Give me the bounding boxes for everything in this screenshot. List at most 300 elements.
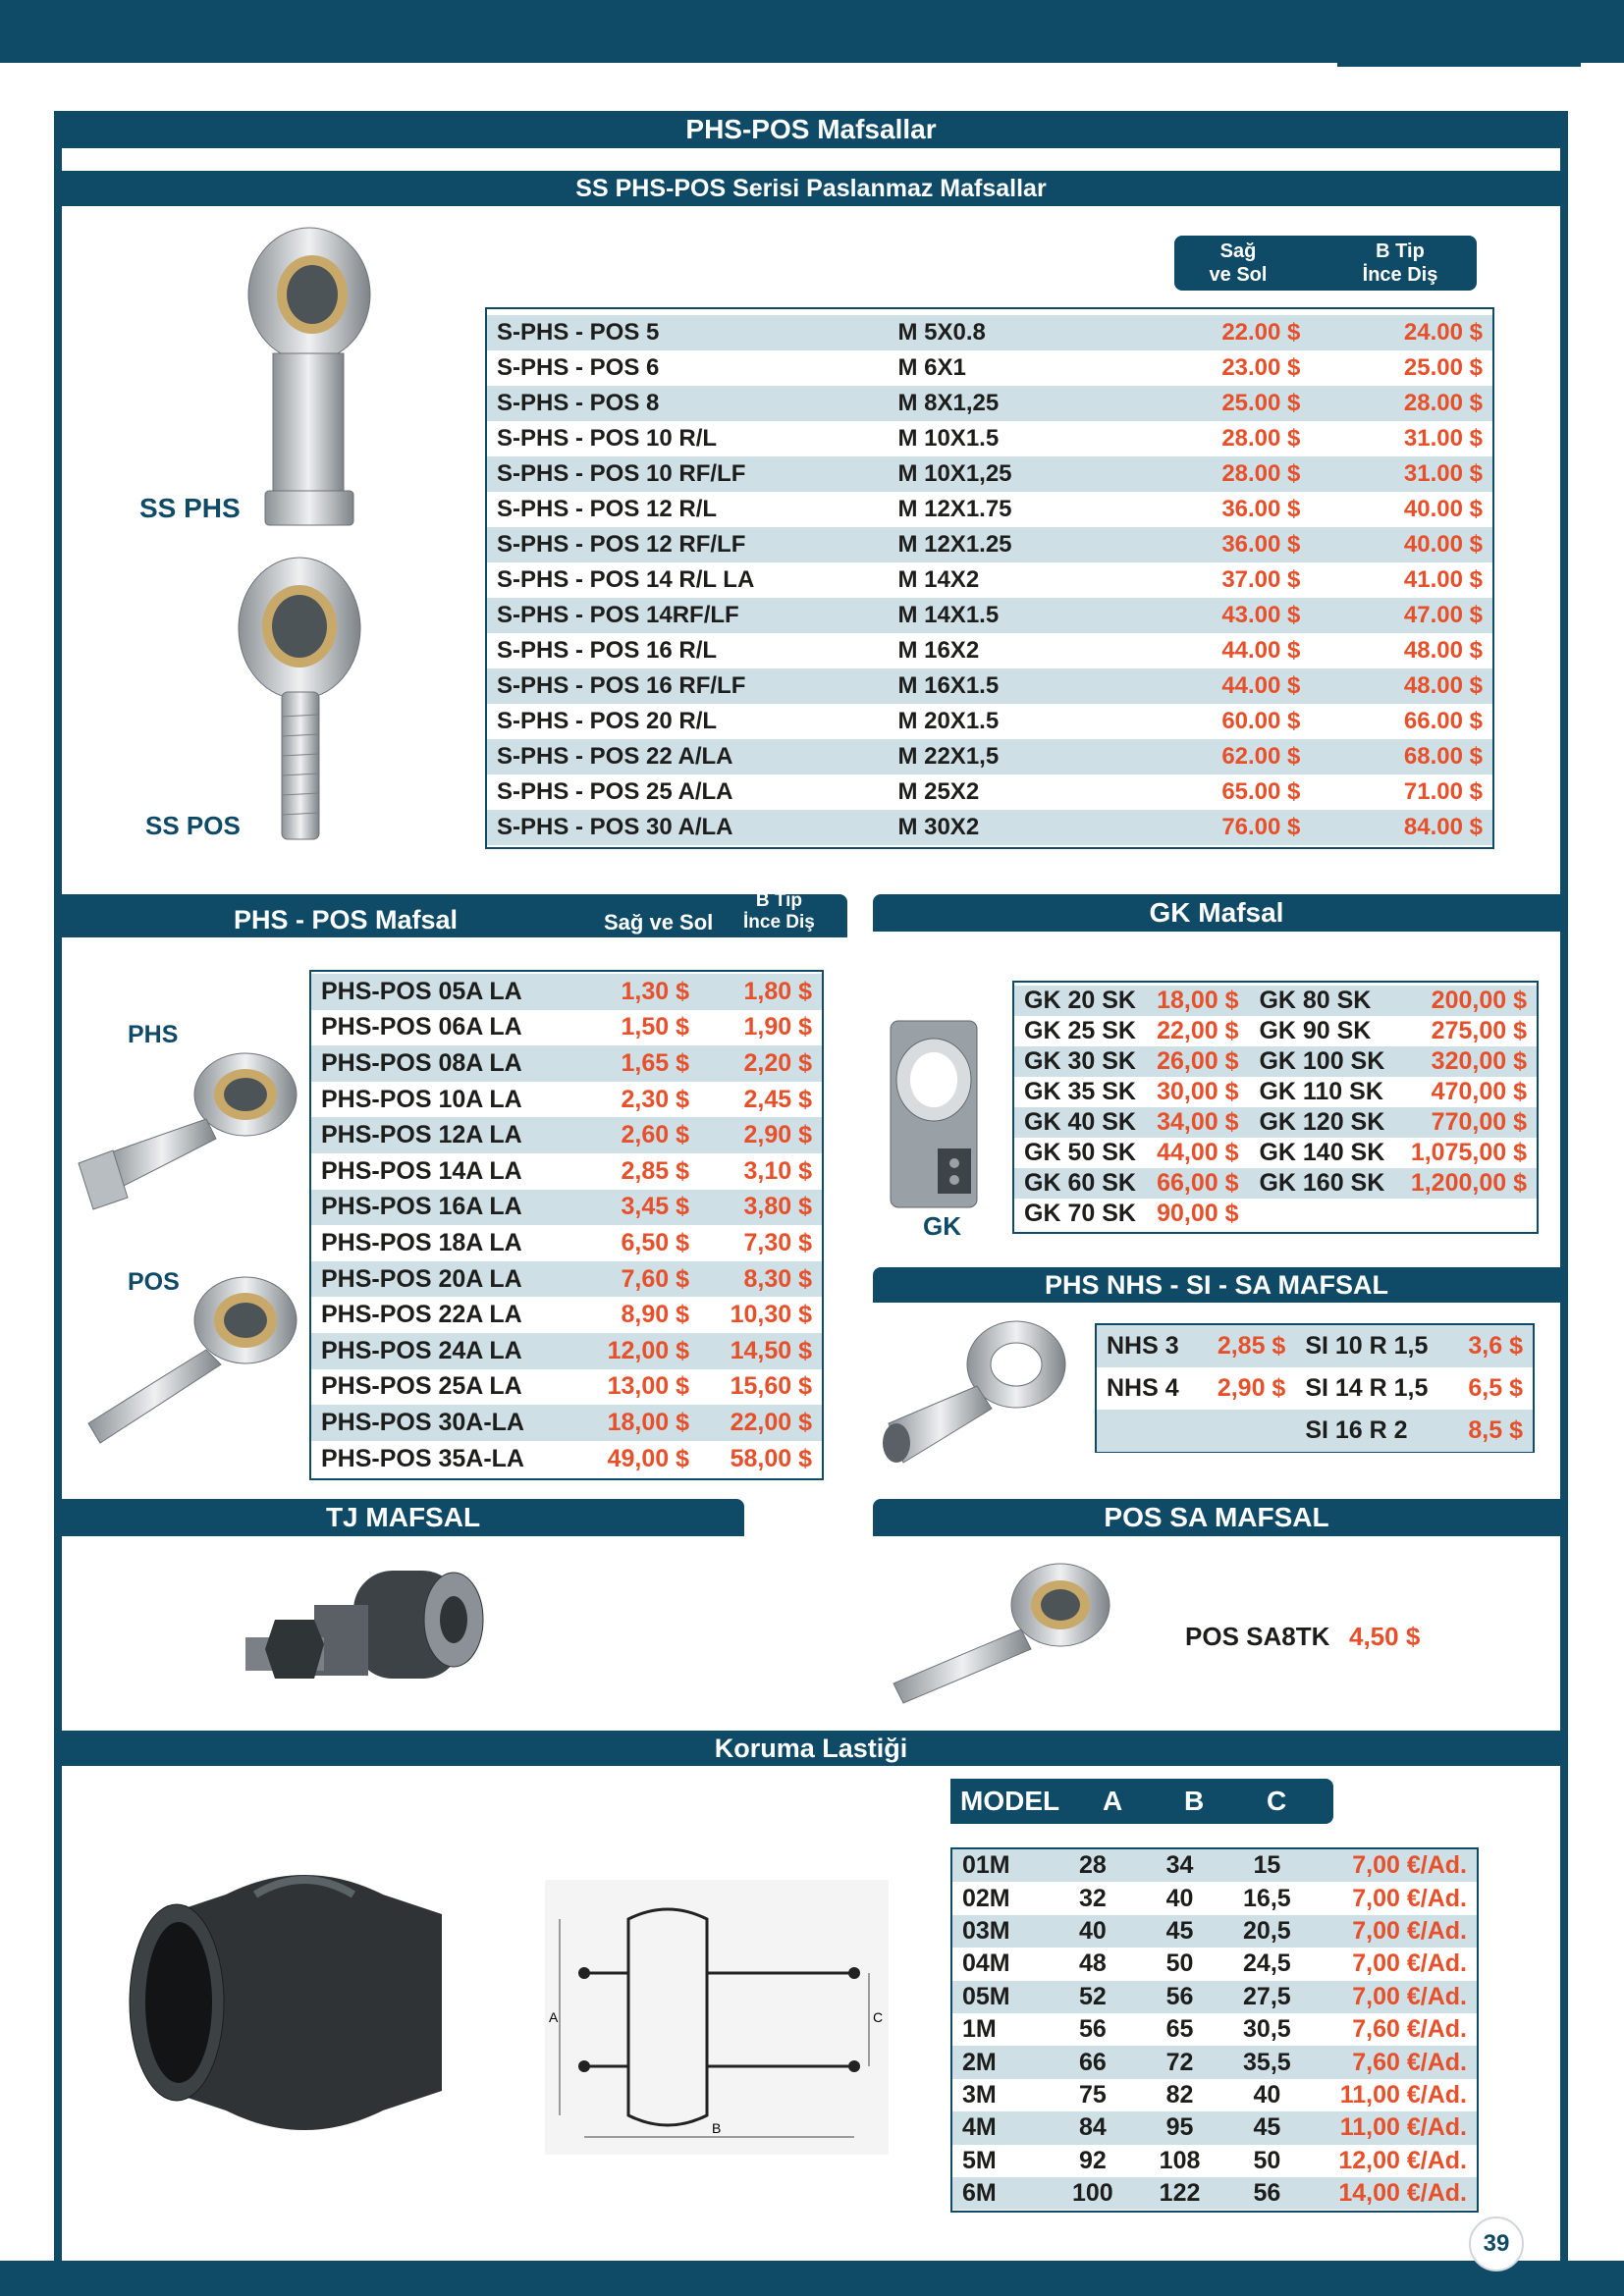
phs-price1-cell: 2,60 $ — [561, 1117, 699, 1153]
koruma-model-cell: 03M — [952, 1915, 1050, 1948]
koruma-model-cell: 4M — [952, 2111, 1050, 2144]
phs-name-cell: PHS-POS 20A LA — [311, 1261, 561, 1298]
koruma-b-cell: 50 — [1136, 1948, 1223, 1980]
top-band — [0, 0, 1624, 63]
table-row — [952, 1915, 1477, 1948]
koruma-b-cell: 56 — [1136, 1981, 1223, 2013]
gk-price-table — [1014, 986, 1537, 1229]
gk-name2-cell: GK 110 SK — [1249, 1077, 1397, 1107]
koruma-price-cell: 11,00 €/Ad. — [1311, 2079, 1477, 2111]
koruma-price-cell: 14,00 €/Ad. — [1311, 2177, 1477, 2210]
koruma-c-cell: 50 — [1223, 2145, 1311, 2177]
gk-price2-cell: 200,00 $ — [1398, 986, 1537, 1016]
tj-image — [236, 1551, 511, 1713]
table-row — [1097, 1367, 1533, 1410]
ss-name-cell: S-PHS - POS 5 — [487, 315, 888, 350]
gk-price1-cell: 66,00 $ — [1147, 1168, 1249, 1199]
ss-col2-header-line2: İnce Diş — [1362, 264, 1438, 286]
ss-price2-cell: 68.00 $ — [1310, 739, 1492, 774]
koruma-c-cell: 24,5 — [1223, 1948, 1311, 1980]
pos-sa-title: POS SA MAFSAL — [1104, 1502, 1329, 1532]
table-row — [311, 1225, 822, 1261]
phs-pos-price-table — [311, 974, 822, 1476]
ss-price2-cell: 47.00 $ — [1310, 598, 1492, 633]
table-row — [952, 2111, 1477, 2144]
gk-price1-cell: 90,00 $ — [1147, 1199, 1249, 1229]
ss-price1-cell: 43.00 $ — [1128, 598, 1311, 633]
ss-phs-image — [236, 226, 383, 530]
ss-name-cell: S-PHS - POS 10 RF/LF — [487, 456, 888, 492]
phs-price2-cell: 8,30 $ — [699, 1261, 822, 1298]
koruma-model-cell: 04M — [952, 1948, 1050, 1980]
table-row — [952, 1849, 1477, 1882]
phs-price2-cell: 2,45 $ — [699, 1082, 822, 1118]
ss-col1-header-line2: ve Sol — [1209, 264, 1268, 286]
ss-thread-cell: M 6X1 — [888, 350, 1127, 386]
koruma-price-cell: 7,00 €/Ad. — [1311, 1882, 1477, 1914]
ss-price1-cell: 25.00 $ — [1128, 386, 1311, 421]
koruma-a-cell: 48 — [1050, 1948, 1137, 1980]
phs-name-cell: PHS-POS 06A LA — [311, 1010, 561, 1046]
table-row — [952, 1981, 1477, 2013]
koruma-b-cell: 65 — [1136, 2013, 1223, 2046]
phs-name-cell: PHS-POS 25A LA — [311, 1369, 561, 1406]
ss-phs-label: SS PHS — [139, 493, 241, 523]
ss-name-cell: S-PHS - POS 12 RF/LF — [487, 527, 888, 562]
phs-price2-cell: 1,90 $ — [699, 1010, 822, 1046]
gk-name1-cell: GK 35 SK — [1014, 1077, 1147, 1107]
gk-price2-cell: 320,00 $ — [1398, 1046, 1537, 1077]
ss-price1-cell: 62.00 $ — [1128, 739, 1311, 774]
page-number-badge — [1469, 2216, 1524, 2271]
main-title: PHS-POS Mafsallar — [685, 114, 937, 144]
gk-price2-cell: 770,00 $ — [1398, 1107, 1537, 1138]
koruma-c-cell: 45 — [1223, 2111, 1311, 2144]
bottom-band — [0, 2261, 1624, 2296]
main-title-bar — [54, 111, 1568, 148]
phs-price1-cell: 1,65 $ — [561, 1045, 699, 1082]
table-row — [1097, 1325, 1533, 1367]
page-number: 39 — [1483, 2230, 1510, 2257]
nhs-name2-cell: SI 16 R 2 — [1295, 1410, 1455, 1452]
table-row — [487, 527, 1492, 562]
ss-price2-cell: 24.00 $ — [1310, 315, 1492, 350]
pos-image — [79, 1266, 304, 1453]
pos-label: POS — [128, 1268, 180, 1296]
ss-price-headers — [1174, 236, 1477, 291]
ss-thread-cell: M 12X1.25 — [888, 527, 1127, 562]
gk-name1-cell: GK 40 SK — [1014, 1107, 1147, 1138]
phs-price2-cell: 3,80 $ — [699, 1190, 822, 1226]
nhs-name1-cell: NHS 3 — [1097, 1325, 1200, 1367]
koruma-header — [54, 1731, 1568, 1766]
gk-price2-cell: 1,200,00 $ — [1398, 1168, 1537, 1199]
gk-name1-cell: GK 50 SK — [1014, 1138, 1147, 1168]
phs-name-cell: PHS-POS 24A LA — [311, 1333, 561, 1369]
ss-price2-cell: 31.00 $ — [1310, 421, 1492, 456]
phs-price1-cell: 49,00 $ — [561, 1441, 699, 1477]
nhs-price1-cell — [1200, 1410, 1295, 1452]
ss-thread-cell: M 30X2 — [888, 810, 1127, 845]
koruma-model-cell: 01M — [952, 1849, 1050, 1882]
phs-image — [69, 1041, 304, 1217]
table-row — [952, 2145, 1477, 2177]
phs-price1-cell: 2,85 $ — [561, 1153, 699, 1190]
gk-price1-cell: 22,00 $ — [1147, 1016, 1249, 1046]
ss-price2-cell: 31.00 $ — [1310, 456, 1492, 492]
koruma-price-cell: 7,00 €/Ad. — [1311, 1915, 1477, 1948]
nhs-price1-cell: 2,85 $ — [1200, 1325, 1295, 1367]
koruma-a-cell: 40 — [1050, 1915, 1137, 1948]
table-row — [487, 562, 1492, 598]
gk-name1-cell: GK 70 SK — [1014, 1199, 1147, 1229]
koruma-title: Koruma Lastiği — [714, 1734, 908, 1763]
ss-title: SS PHS-POS Serisi Paslanmaz Mafsallar — [575, 175, 1047, 202]
table-row — [952, 1948, 1477, 1980]
ss-col1-header-line1: Sağ — [1219, 240, 1257, 262]
phs-pos-col1-header: Sağ ve Sol — [604, 910, 714, 934]
nhs-price-table — [1097, 1325, 1533, 1452]
phs-price2-cell: 15,60 $ — [699, 1369, 822, 1406]
phs-price1-cell: 18,00 $ — [561, 1405, 699, 1441]
ss-price1-cell: 44.00 $ — [1128, 633, 1311, 668]
koruma-price-cell: 7,60 €/Ad. — [1311, 2013, 1477, 2046]
koruma-b-cell: 122 — [1136, 2177, 1223, 2210]
nhs-price1-cell: 2,90 $ — [1200, 1367, 1295, 1410]
ss-price1-cell: 44.00 $ — [1128, 668, 1311, 704]
gk-name1-cell: GK 25 SK — [1014, 1016, 1147, 1046]
phs-price2-cell: 14,50 $ — [699, 1333, 822, 1369]
ss-name-cell: S-PHS - POS 6 — [487, 350, 888, 386]
gk-price1-cell: 44,00 $ — [1147, 1138, 1249, 1168]
ss-table — [485, 307, 1494, 849]
phs-name-cell: PHS-POS 08A LA — [311, 1045, 561, 1082]
ss-price2-cell: 71.00 $ — [1310, 774, 1492, 810]
koruma-b-cell: 82 — [1136, 2079, 1223, 2111]
nhs-price2-cell: 3,6 $ — [1455, 1325, 1533, 1367]
nhs-price2-cell: 8,5 $ — [1455, 1410, 1533, 1452]
koruma-a-cell: 92 — [1050, 2145, 1137, 2177]
table-row — [1014, 1046, 1537, 1077]
ss-price1-cell: 23.00 $ — [1128, 350, 1311, 386]
koruma-c-cell: 40 — [1223, 2079, 1311, 2111]
ss-title-bar — [54, 171, 1568, 206]
table-row — [311, 1190, 822, 1226]
table-row — [487, 421, 1492, 456]
koruma-b-cell: 40 — [1136, 1882, 1223, 1914]
ss-name-cell: S-PHS - POS 16 R/L — [487, 633, 888, 668]
table-row — [311, 1045, 822, 1082]
table-row — [487, 739, 1492, 774]
koruma-table-header — [950, 1779, 1333, 1824]
gk-price2-cell: 470,00 $ — [1398, 1077, 1537, 1107]
pos-sa-header — [873, 1499, 1560, 1536]
gk-label: GK — [923, 1211, 961, 1241]
phs-price2-cell: 2,20 $ — [699, 1045, 822, 1082]
gk-price1-cell: 34,00 $ — [1147, 1107, 1249, 1138]
ss-thread-cell: M 14X2 — [888, 562, 1127, 598]
gk-price2-cell — [1398, 1199, 1537, 1229]
phs-price1-cell: 3,45 $ — [561, 1190, 699, 1226]
gk-name2-cell: GK 90 SK — [1249, 1016, 1397, 1046]
ss-price2-cell: 41.00 $ — [1310, 562, 1492, 598]
table-row — [1014, 1138, 1537, 1168]
ss-price2-cell: 48.00 $ — [1310, 668, 1492, 704]
table-row — [311, 1010, 822, 1046]
koruma-price-cell: 7,00 €/Ad. — [1311, 1948, 1477, 1980]
koruma-col-b: B — [1184, 1786, 1205, 1816]
phs-name-cell: PHS-POS 18A LA — [311, 1225, 561, 1261]
gk-name2-cell: GK 100 SK — [1249, 1046, 1397, 1077]
table-row — [311, 1261, 822, 1298]
nhs-title: PHS NHS - SI - SA MAFSAL — [1044, 1270, 1388, 1300]
koruma-a-cell: 100 — [1050, 2177, 1137, 2210]
koruma-price-cell: 12,00 €/Ad. — [1311, 2145, 1477, 2177]
phs-price1-cell: 7,60 $ — [561, 1261, 699, 1298]
phs-name-cell: PHS-POS 16A LA — [311, 1190, 561, 1226]
nhs-image — [869, 1315, 1075, 1472]
ss-name-cell: S-PHS - POS 22 A/LA — [487, 739, 888, 774]
ss-col2-header-line1: B Tip — [1376, 240, 1425, 262]
table-row — [487, 492, 1492, 527]
koruma-c-cell: 16,5 — [1223, 1882, 1311, 1914]
table-row — [1014, 1168, 1537, 1199]
pos-sa-price: 4,50 $ — [1349, 1622, 1421, 1651]
phs-pos-table-box — [309, 970, 824, 1480]
table-row — [487, 598, 1492, 633]
table-row — [1014, 1107, 1537, 1138]
koruma-c-cell: 56 — [1223, 2177, 1311, 2210]
tj-title: TJ MAFSAL — [325, 1502, 481, 1532]
phs-name-cell: PHS-POS 35A-LA — [311, 1441, 561, 1477]
ss-thread-cell: M 16X1.5 — [888, 668, 1127, 704]
ss-name-cell: S-PHS - POS 16 RF/LF — [487, 668, 888, 704]
pos-sa-item: POS SA8TK — [1185, 1622, 1330, 1651]
phs-price1-cell: 1,30 $ — [561, 974, 699, 1010]
ss-price1-cell: 22.00 $ — [1128, 315, 1311, 350]
gk-header — [873, 894, 1560, 932]
ss-thread-cell: M 22X1,5 — [888, 739, 1127, 774]
phs-price2-cell: 58,00 $ — [699, 1441, 822, 1477]
koruma-a-cell: 75 — [1050, 2079, 1137, 2111]
table-row — [311, 1297, 822, 1333]
koruma-drawing — [545, 1880, 889, 2155]
phs-price2-cell: 2,90 $ — [699, 1117, 822, 1153]
ss-thread-cell: M 14X1.5 — [888, 598, 1127, 633]
koruma-c-cell: 15 — [1223, 1849, 1311, 1882]
table-row — [487, 668, 1492, 704]
nhs-name2-cell: SI 10 R 1,5 — [1295, 1325, 1455, 1367]
koruma-model-cell: 6M — [952, 2177, 1050, 2210]
phs-pos-col2-line2: İnce Diş — [743, 912, 815, 933]
ss-price1-cell: 76.00 $ — [1128, 810, 1311, 845]
nhs-price2-cell: 6,5 $ — [1455, 1367, 1533, 1410]
gk-price1-cell: 26,00 $ — [1147, 1046, 1249, 1077]
ss-name-cell: S-PHS - POS 10 R/L — [487, 421, 888, 456]
table-row — [952, 2046, 1477, 2078]
koruma-model-cell: 02M — [952, 1882, 1050, 1914]
koruma-c-cell: 30,5 — [1223, 2013, 1311, 2046]
gk-price2-cell: 275,00 $ — [1398, 1016, 1537, 1046]
ss-price2-cell: 84.00 $ — [1310, 810, 1492, 845]
koruma-c-cell: 35,5 — [1223, 2046, 1311, 2078]
table-row — [487, 810, 1492, 845]
phs-price1-cell: 1,50 $ — [561, 1010, 699, 1046]
koruma-bellow-image — [108, 1855, 501, 2160]
drawing-label-a: A — [549, 2009, 559, 2025]
gk-name2-cell: GK 160 SK — [1249, 1168, 1397, 1199]
koruma-model-cell: 5M — [952, 2145, 1050, 2177]
table-row — [952, 2079, 1477, 2111]
koruma-col-a: A — [1103, 1786, 1123, 1816]
table-row — [311, 974, 822, 1010]
phs-pos-header — [62, 890, 847, 937]
top-tab — [1337, 59, 1581, 67]
table-row — [487, 633, 1492, 668]
gk-name2-cell — [1249, 1199, 1397, 1229]
phs-price2-cell: 1,80 $ — [699, 974, 822, 1010]
phs-price2-cell: 10,30 $ — [699, 1297, 822, 1333]
koruma-c-cell: 27,5 — [1223, 1981, 1311, 2013]
phs-name-cell: PHS-POS 12A LA — [311, 1117, 561, 1153]
ss-thread-cell: M 16X2 — [888, 633, 1127, 668]
koruma-model-cell: 1M — [952, 2013, 1050, 2046]
gk-price2-cell: 1,075,00 $ — [1398, 1138, 1537, 1168]
koruma-model-cell: 05M — [952, 1981, 1050, 2013]
koruma-price-cell: 11,00 €/Ad. — [1311, 2111, 1477, 2144]
ss-price1-cell: 36.00 $ — [1128, 527, 1311, 562]
ss-price1-cell: 28.00 $ — [1128, 421, 1311, 456]
koruma-model-cell: 3M — [952, 2079, 1050, 2111]
koruma-price-cell: 7,00 €/Ad. — [1311, 1981, 1477, 2013]
ss-name-cell: S-PHS - POS 14 R/L LA — [487, 562, 888, 598]
phs-name-cell: PHS-POS 10A LA — [311, 1082, 561, 1118]
phs-price1-cell: 13,00 $ — [561, 1369, 699, 1406]
ss-col2-header — [1331, 240, 1469, 287]
tj-header — [62, 1499, 744, 1536]
table-row — [311, 1153, 822, 1190]
phs-name-cell: PHS-POS 05A LA — [311, 974, 561, 1010]
ss-name-cell: S-PHS - POS 20 R/L — [487, 704, 888, 739]
ss-price1-cell: 65.00 $ — [1128, 774, 1311, 810]
ss-price1-cell: 28.00 $ — [1128, 456, 1311, 492]
ss-thread-cell: M 5X0.8 — [888, 315, 1127, 350]
phs-price1-cell: 6,50 $ — [561, 1225, 699, 1261]
phs-price2-cell: 7,30 $ — [699, 1225, 822, 1261]
phs-pos-col2-header — [743, 890, 815, 934]
ss-pos-image — [231, 550, 368, 844]
ss-price1-cell: 36.00 $ — [1128, 492, 1311, 527]
ss-price2-cell: 40.00 $ — [1310, 492, 1492, 527]
nhs-name1-cell — [1097, 1410, 1200, 1452]
table-row — [311, 1441, 822, 1477]
koruma-b-cell: 34 — [1136, 1849, 1223, 1882]
table-row — [487, 774, 1492, 810]
table-row — [311, 1369, 822, 1406]
ss-thread-cell: M 8X1,25 — [888, 386, 1127, 421]
koruma-a-cell: 32 — [1050, 1882, 1137, 1914]
table-row — [952, 1882, 1477, 1914]
ss-col1-header — [1174, 240, 1302, 287]
nhs-header — [873, 1267, 1560, 1303]
nhs-name1-cell: NHS 4 — [1097, 1367, 1200, 1410]
koruma-c-cell: 20,5 — [1223, 1915, 1311, 1948]
gk-title: GK Mafsal — [1149, 897, 1284, 928]
koruma-b-cell: 45 — [1136, 1915, 1223, 1948]
ss-pos-label: SS POS — [145, 811, 241, 840]
gk-price1-cell: 18,00 $ — [1147, 986, 1249, 1016]
phs-price1-cell: 12,00 $ — [561, 1333, 699, 1369]
table-row — [487, 350, 1492, 386]
ss-thread-cell: M 10X1,25 — [888, 456, 1127, 492]
koruma-col-model: MODEL — [960, 1786, 1060, 1816]
ss-thread-cell: M 12X1.75 — [888, 492, 1127, 527]
gk-image — [879, 1001, 987, 1222]
koruma-price-cell: 7,00 €/Ad. — [1311, 1849, 1477, 1882]
table-row — [1014, 986, 1537, 1016]
gk-name1-cell: GK 60 SK — [1014, 1168, 1147, 1199]
ss-price1-cell: 37.00 $ — [1128, 562, 1311, 598]
table-row — [952, 2177, 1477, 2210]
nhs-name2-cell: SI 14 R 1,5 — [1295, 1367, 1455, 1410]
ss-price2-cell: 66.00 $ — [1310, 704, 1492, 739]
gk-name2-cell: GK 80 SK — [1249, 986, 1397, 1016]
nhs-table-box — [1095, 1323, 1535, 1453]
phs-name-cell: PHS-POS 22A LA — [311, 1297, 561, 1333]
phs-label: PHS — [128, 1021, 179, 1048]
gk-name1-cell: GK 20 SK — [1014, 986, 1147, 1016]
gk-name2-cell: GK 140 SK — [1249, 1138, 1397, 1168]
table-row — [487, 315, 1492, 350]
koruma-b-cell: 108 — [1136, 2145, 1223, 2177]
drawing-label-b: B — [712, 2120, 722, 2136]
ss-name-cell: S-PHS - POS 12 R/L — [487, 492, 888, 527]
table-row — [311, 1082, 822, 1118]
koruma-a-cell: 28 — [1050, 1849, 1137, 1882]
ss-name-cell: S-PHS - POS 14RF/LF — [487, 598, 888, 633]
table-row — [311, 1117, 822, 1153]
ss-price2-cell: 40.00 $ — [1310, 527, 1492, 562]
phs-price1-cell: 2,30 $ — [561, 1082, 699, 1118]
phs-price2-cell: 3,10 $ — [699, 1153, 822, 1190]
ss-name-cell: S-PHS - POS 8 — [487, 386, 888, 421]
ss-name-cell: S-PHS - POS 30 A/LA — [487, 810, 888, 845]
table-row — [311, 1405, 822, 1441]
gk-name2-cell: GK 120 SK — [1249, 1107, 1397, 1138]
table-row — [487, 386, 1492, 421]
table-row — [487, 456, 1492, 492]
ss-price2-cell: 48.00 $ — [1310, 633, 1492, 668]
ss-thread-cell: M 20X1.5 — [888, 704, 1127, 739]
drawing-label-c: C — [873, 2009, 884, 2025]
koruma-table-box — [950, 1847, 1479, 2213]
table-row — [311, 1333, 822, 1369]
koruma-b-cell: 72 — [1136, 2046, 1223, 2078]
koruma-a-cell: 56 — [1050, 2013, 1137, 2046]
ss-price2-cell: 25.00 $ — [1310, 350, 1492, 386]
koruma-b-cell: 95 — [1136, 2111, 1223, 2144]
phs-pos-title: PHS - POS Mafsal — [234, 905, 459, 934]
table-row — [952, 2013, 1477, 2046]
koruma-model-cell: 2M — [952, 2046, 1050, 2078]
table-row — [1097, 1410, 1533, 1452]
koruma-a-cell: 66 — [1050, 2046, 1137, 2078]
table-row — [1014, 1077, 1537, 1107]
table-row — [1014, 1016, 1537, 1046]
koruma-price-table — [952, 1849, 1477, 2210]
ss-thread-cell: M 10X1.5 — [888, 421, 1127, 456]
phs-price1-cell: 8,90 $ — [561, 1297, 699, 1333]
